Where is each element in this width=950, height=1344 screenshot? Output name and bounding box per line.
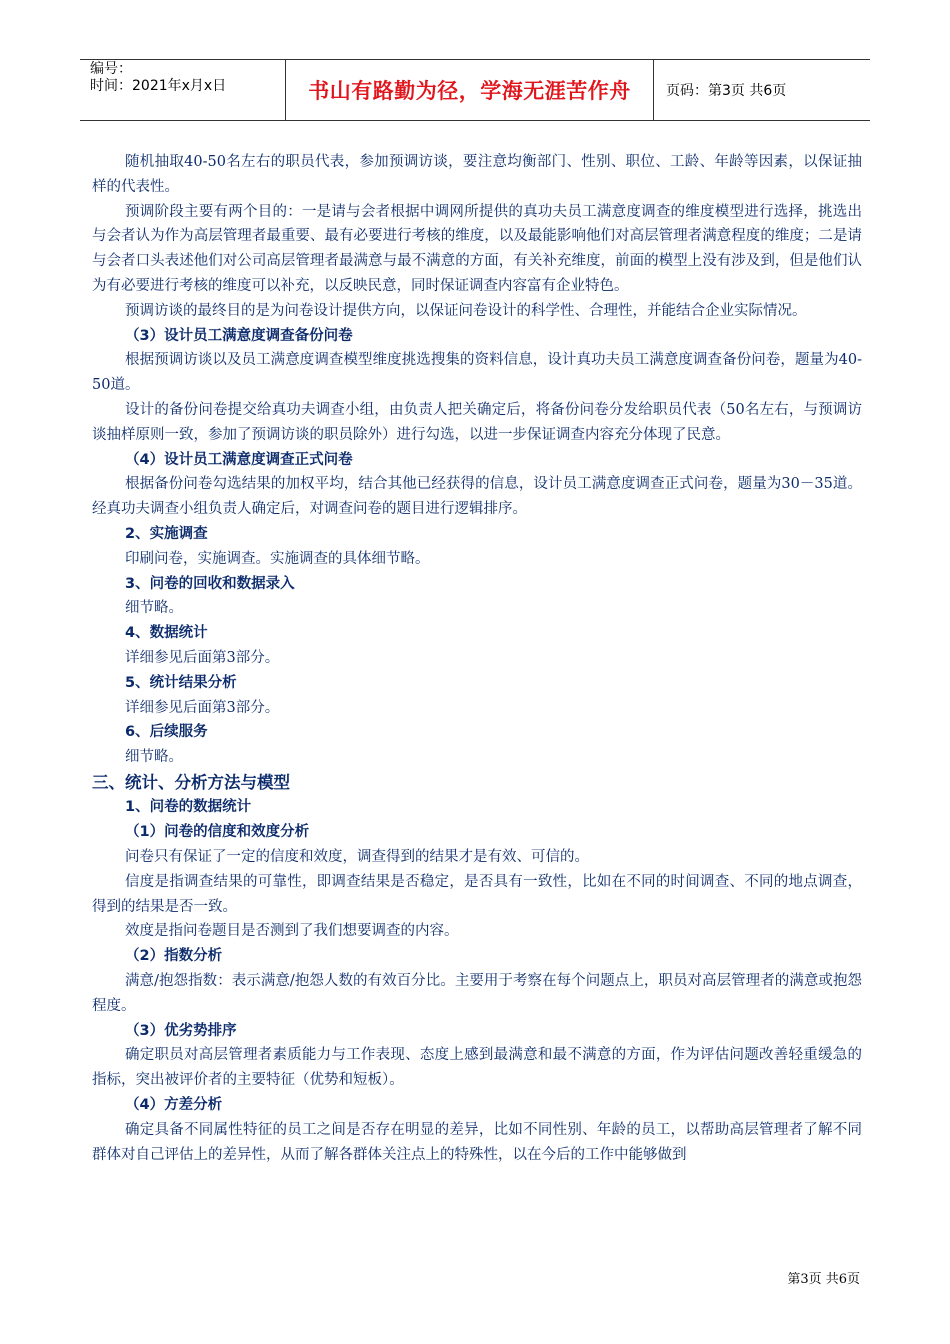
- paragraph: 随机抽取40-50名左右的职员代表，参加预调访谈，要注意均衡部门、性别、职位、工龄、年龄等因素，以保证抽样的代表性。: [92, 154, 862, 195]
- paragraph: 印刷问卷，实施调查。实施调查的具体细节略。: [125, 550, 430, 567]
- paragraph: 根据备份问卷勾选结果的加权平均，结合其他已经获得的信息，设计员工满意度调查正式问卷，题量为30－35道。经真功夫调查小组负责人确定后，对调查问卷的题目进行逻辑排序。: [92, 476, 862, 518]
- section-heading: 6、后续服务: [125, 724, 208, 741]
- paragraph: 详细参见后面第3部分。: [125, 649, 280, 666]
- paragraph: 确定职员对高层管理者素质能力与工作表现、态度上感到最满意和最不满意的方面，作为评估问题改善轻重缓急的指标，突出被评价者的主要特征（优势和短板）。: [92, 1047, 862, 1089]
- paragraph: 确定具备不同属性特征的员工之间是否存在明显的差异，比如不同性别、年龄的员工，以帮助高层管理者了解不同群体对自己评估上的差异性，从而了解各群体关注点上的特殊性，以在今后的工作中能够做到: [92, 1121, 862, 1163]
- header-page-code: 页码：第3页 共6页: [666, 83, 787, 99]
- section-heading: 5、统计结果分析: [125, 674, 237, 691]
- section-heading: 3、问卷的回收和数据录入: [125, 575, 295, 592]
- section-heading: 4、数据统计: [125, 625, 208, 642]
- page-footer: 第3页 共6页: [787, 1272, 860, 1287]
- section-heading: （3）优劣势排序: [125, 1022, 237, 1039]
- time-label: 时间：2021年x月x日: [90, 78, 227, 94]
- section-heading: 2、实施调查: [125, 525, 208, 542]
- paragraph: 满意/抱怨指数：表示满意/抱怨人数的有效百分比。主要用于考察在每个问题点上，职员对高层管理者的满意或抱怨程度。: [92, 973, 862, 1014]
- header-motto: 书山有路勤为径，学海无涯苦作舟: [285, 60, 654, 120]
- page-header: [80, 59, 870, 121]
- section-heading: （3）设计员工满意度调查备份问卷: [125, 327, 353, 344]
- paragraph: 预调阶段主要有两个目的：一是请与会者根据中调网所提供的真功夫员工满意度调查的维度模型进行选择，挑选出与会者认为作为高层管理者最重要、最有必要进行考核的维度，以及最能影响他们对高层管理者满意程度的维度；二是请与会者口头表述他们对公司高层管理者最满意与最不满意的方面，有关补充维度，前面的模型上没有涉及到，但是他们认为有必要进行考核的维度可以补充，以反映民意，同时保证调查内容富有企业特色。: [92, 203, 862, 294]
- paragraph: 设计的备份问卷提交给真功夫调查小组，由负责人把关确定后，将备份问卷分发给职员代表（50名左右，与预调访谈抽样原则一致，参加了预调访谈的职员除外）进行勾选，以进一步保证调查内容充分体现了民意。: [92, 401, 862, 443]
- section-heading: （4）设计员工满意度调查正式问卷: [125, 451, 353, 468]
- section-heading: （4）方差分析: [125, 1096, 223, 1113]
- paragraph: 效度是指问卷题目是否测到了我们想要调查的内容。: [125, 923, 459, 940]
- document-body: [92, 150, 862, 1167]
- number-label: 编号：: [90, 61, 132, 77]
- paragraph: 详细参见后面第3部分。: [125, 699, 280, 716]
- paragraph: 细节略。: [125, 749, 183, 766]
- paragraph: 根据预调访谈以及员工满意度调查模型维度挑选搜集的资料信息，设计真功夫员工满意度调查备份问卷，题量为40-50道。: [92, 352, 862, 394]
- paragraph: 信度是指调查结果的可靠性，即调查结果是否稳定，是否具有一致性，比如在不同的时间调查、不同的地点调查，得到的结果是否一致。: [92, 873, 862, 915]
- paragraph: 问卷只有保证了一定的信度和效度，调查得到的结果才是有效、可信的。: [125, 849, 589, 866]
- section-heading: （1）问卷的信度和效度分析: [125, 824, 310, 841]
- section-heading: （2）指数分析: [125, 948, 223, 965]
- chapter-heading: 三、统计、分析方法与模型: [92, 772, 290, 792]
- paragraph: 预调访谈的最终目的是为问卷设计提供方向，以保证问卷设计的科学性、合理性，并能结合企业实际情况。: [125, 302, 807, 319]
- paragraph: 细节略。: [125, 600, 183, 617]
- header-meta: [80, 60, 285, 120]
- section-heading: 1、问卷的数据统计: [125, 799, 252, 816]
